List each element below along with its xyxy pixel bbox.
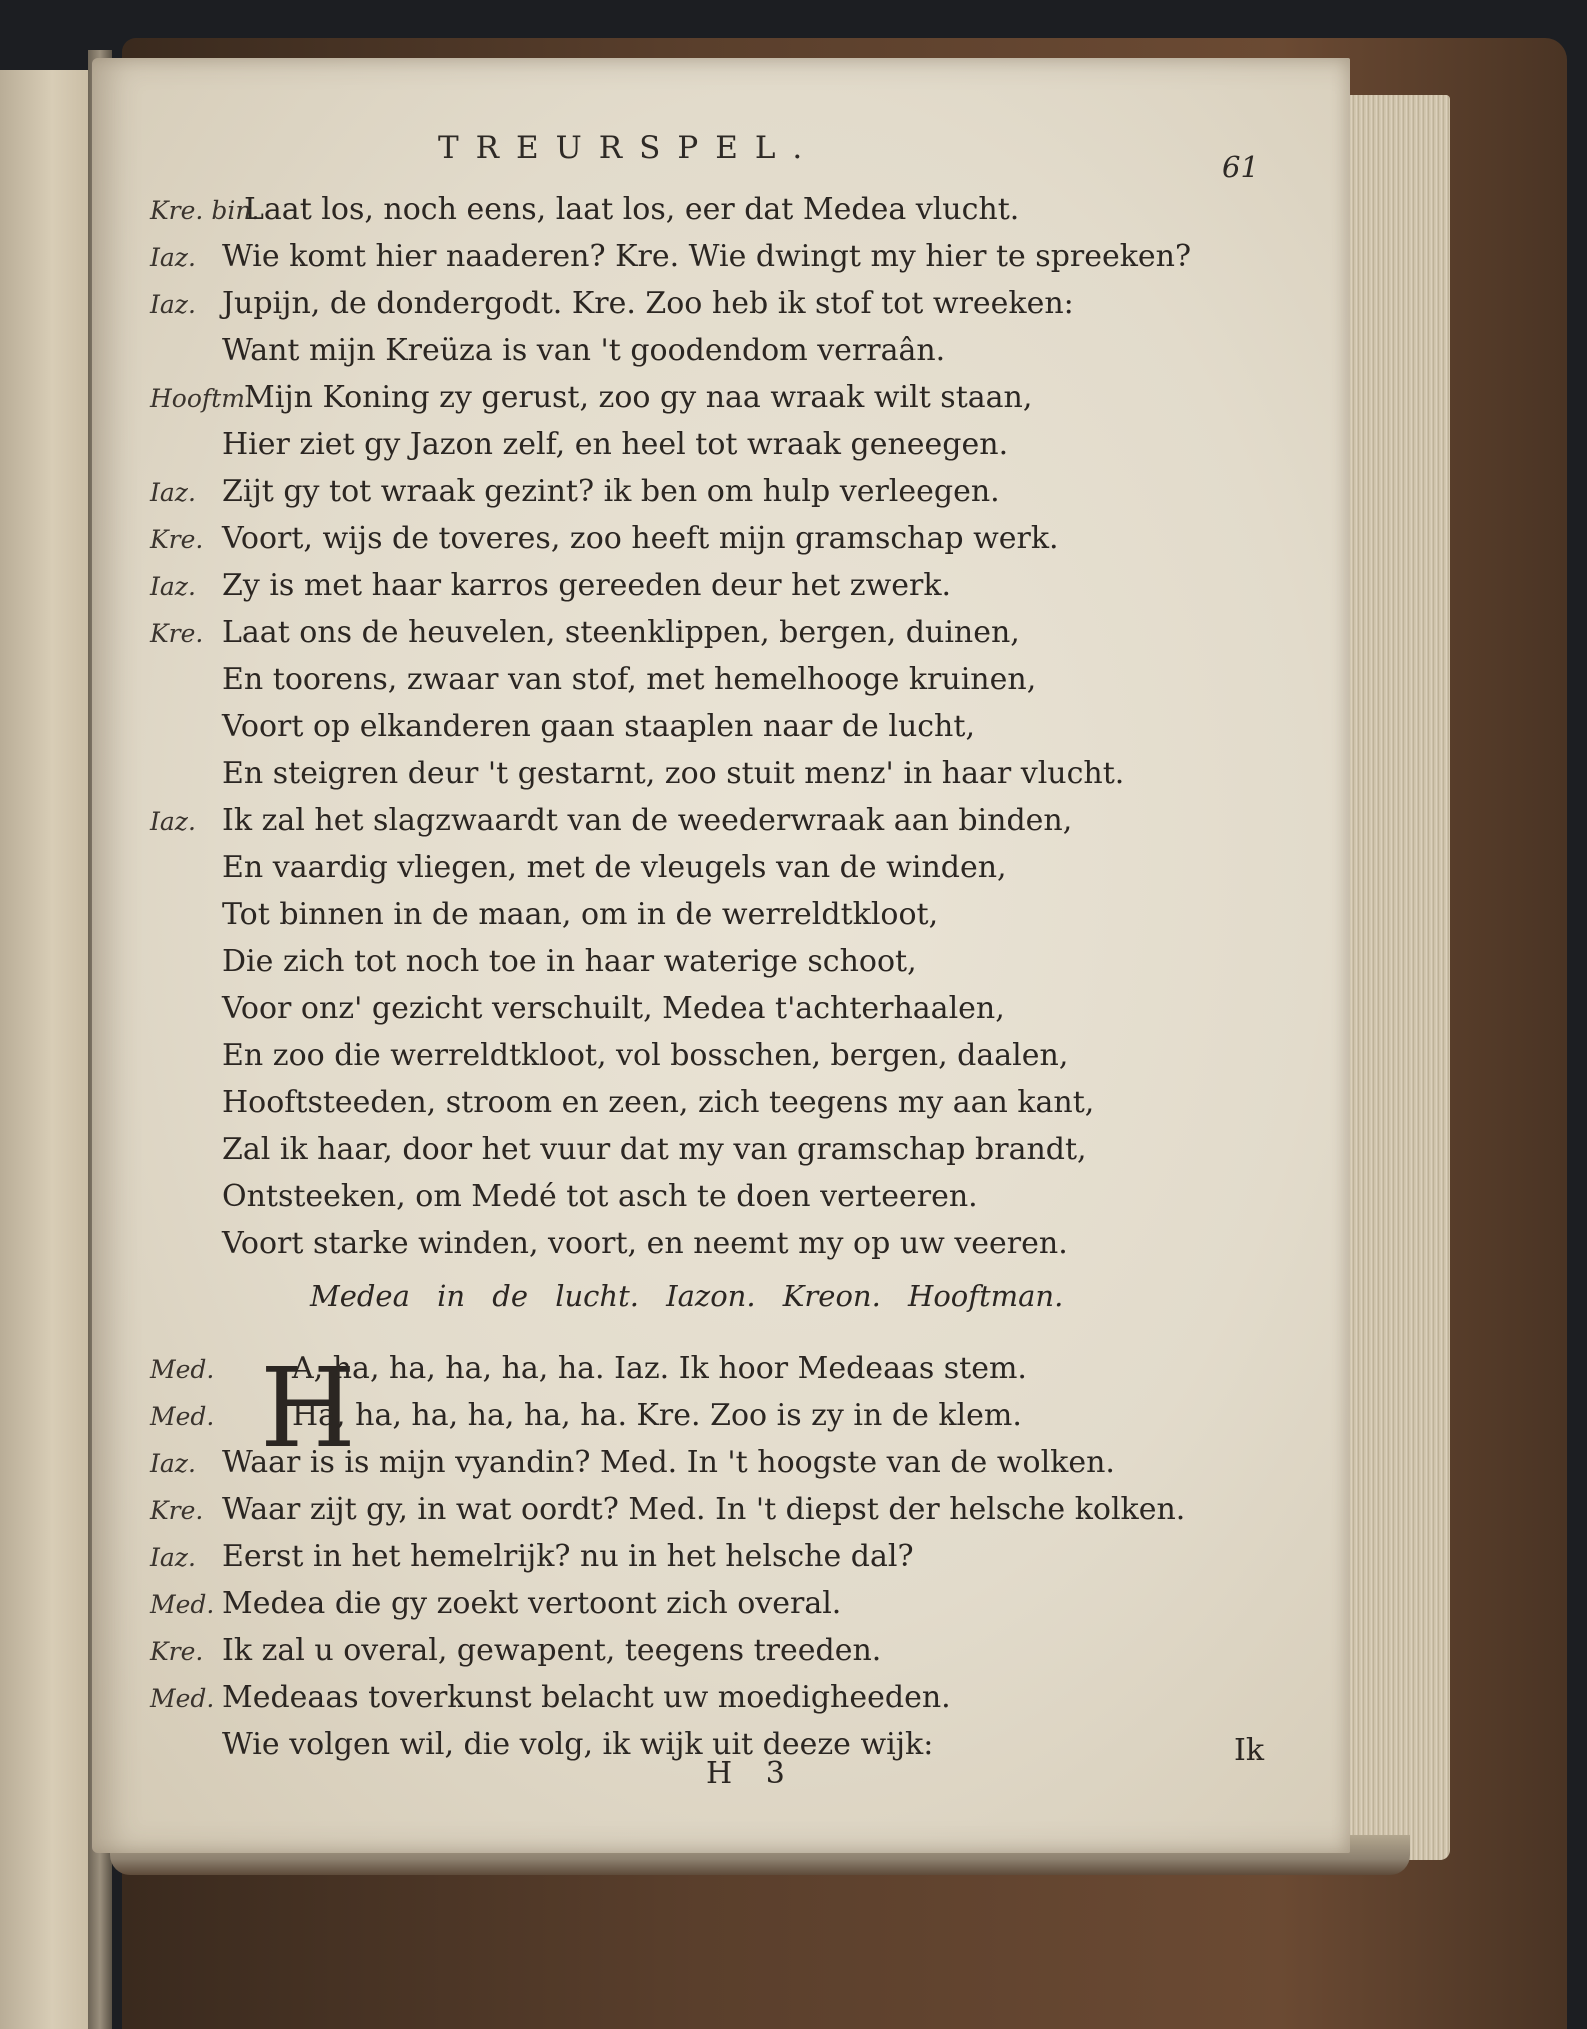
verse-text: A, ha, ha, ha, ha, ha. Iaz. Ik hoor Medeaas stem. <box>292 1351 1027 1386</box>
verse-line <box>150 1173 1310 1220</box>
verse-text: Want mijn Kreüza is van 't goodendom verraân. <box>222 333 946 368</box>
verse-line <box>150 1220 1310 1267</box>
speaker-label: Iaz. <box>150 243 196 272</box>
speaker-label: Med. <box>150 1402 215 1431</box>
verse-line <box>150 1126 1310 1173</box>
speaker-label: Iaz. <box>150 572 196 601</box>
speaker-label: Med. <box>150 1684 215 1713</box>
verse-text: Jupijn, de dondergodt. Kre. Zoo heb ik stof tot wreeken: <box>222 286 1074 321</box>
verse-line <box>150 421 1310 468</box>
verse-line <box>150 186 1310 233</box>
verse-text: Zal ik haar, door het vuur dat my van gramschap brandt, <box>222 1132 1087 1167</box>
catchword: Ik <box>1234 1733 1265 1768</box>
verse-line <box>150 1439 1310 1486</box>
verse-text: Tot binnen in de maan, om in de werreldtkloot, <box>222 897 939 932</box>
running-head: TREURSPEL. <box>438 130 820 166</box>
verse-text: Ha, ha, ha, ha, ha, ha. Kre. Zoo is zy in de klem. <box>292 1398 1022 1433</box>
verse-text: Wie komt hier naaderen? Kre. Wie dwingt my hier te spreeken? <box>222 239 1192 274</box>
verse-text: En vaardig vliegen, met de vleugels van de winden, <box>222 850 1007 885</box>
verse-text: Hier ziet gy Jazon zelf, en heel tot wraak geneegen. <box>222 427 1009 462</box>
verse-text: Mijn Koning zy gerust, zoo gy naa wraak wilt staan, <box>244 380 1033 415</box>
verse-text: Voort, wijs de toveres, zoo heeft mijn gramschap werk. <box>222 521 1059 556</box>
speaker-label: Kre. bin. <box>150 196 260 225</box>
verse-line <box>150 374 1310 421</box>
speaker-label: Iaz. <box>150 290 196 319</box>
verse-line <box>150 233 1310 280</box>
verse-line <box>150 609 1310 656</box>
drop-cap: H <box>260 1344 356 1472</box>
verse-text: Zijt gy tot wraak gezint? ik ben om hulp verleegen. <box>222 474 1000 509</box>
verse-text: Zy is met haar karros gereeden deur het zwerk. <box>222 568 952 603</box>
verse-block-second-scene <box>150 1345 1310 1768</box>
verse-block <box>150 186 1310 1267</box>
verse-line <box>150 1392 1310 1439</box>
verse-line <box>150 515 1310 562</box>
verse-line <box>150 468 1310 515</box>
verse-text: Wie volgen wil, die volg, ik wijk uit deeze wijk: <box>222 1727 934 1762</box>
verse-text: En toorens, zwaar van stof, met hemelhooge kruinen, <box>222 662 1037 697</box>
speaker-label: Iaz. <box>150 1449 196 1478</box>
verse-line <box>150 938 1310 985</box>
verse-line <box>150 891 1310 938</box>
verse-text: Ontsteeken, om Medé tot asch te doen verteeren. <box>222 1179 978 1214</box>
signature-mark: H 3 <box>706 1756 797 1791</box>
verse-line <box>150 562 1310 609</box>
verse-text: Waar is is mijn vyandin? Med. In 't hoogste van de wolken. <box>222 1445 1115 1480</box>
verse-line <box>150 1345 1310 1392</box>
verse-line <box>150 656 1310 703</box>
verse-line <box>150 703 1310 750</box>
verse-line <box>150 750 1310 797</box>
speaker-label: Hooftm. <box>150 384 253 413</box>
verse-text: Hooftsteeden, stroom en zeen, zich teegens my aan kant, <box>222 1085 1095 1120</box>
verse-text: Laat los, noch eens, laat los, eer dat Medea vlucht. <box>244 192 1020 227</box>
page-edges <box>1340 95 1450 1860</box>
verse-line <box>150 1533 1310 1580</box>
verse-line <box>150 1627 1310 1674</box>
verse-text: En steigren deur 't gestarnt, zoo stuit menz' in haar vlucht. <box>222 756 1125 791</box>
speaker-label: Kre. <box>150 525 204 554</box>
verse-line <box>150 1079 1310 1126</box>
speaker-label: Kre. <box>150 1637 204 1666</box>
verse-text: Voor onz' gezicht verschuilt, Medea t'achterhaalen, <box>222 991 1005 1026</box>
verse-line <box>150 280 1310 327</box>
left-page <box>0 70 95 2029</box>
speaker-label: Kre. <box>150 1496 204 1525</box>
speaker-label: Iaz. <box>150 807 196 836</box>
verse-text: Laat ons de heuvelen, steenklippen, bergen, duinen, <box>222 615 1020 650</box>
verse-text: Medeaas toverkunst belacht uw moedigheeden. <box>222 1680 951 1715</box>
speaker-label: Med. <box>150 1590 215 1619</box>
verse-line <box>150 327 1310 374</box>
stage-direction: Medea in de lucht. Iazon. Kreon. Hooftman. <box>310 1279 1064 1313</box>
verse-line <box>150 985 1310 1032</box>
speaker-label: Med. <box>150 1355 215 1384</box>
verse-text: Die zich tot noch toe in haar waterige schoot, <box>222 944 917 979</box>
verse-line <box>150 797 1310 844</box>
verse-text: Voort starke winden, voort, en neemt my op uw veeren. <box>222 1226 1068 1261</box>
verse-line <box>150 1580 1310 1627</box>
verse-line <box>150 844 1310 891</box>
verse-text: En zoo die werreldtkloot, vol bosschen, bergen, daalen, <box>222 1038 1069 1073</box>
verse-line <box>150 1486 1310 1533</box>
verse-text: Eerst in het hemelrijk? nu in het helsche dal? <box>222 1539 914 1574</box>
verse-text: Ik zal u overal, gewapent, teegens treeden. <box>222 1633 882 1668</box>
verse-line <box>150 1032 1310 1079</box>
verse-line <box>150 1674 1310 1721</box>
verse-text: Waar zijt gy, in wat oordt? Med. In 't diepst der helsche kolken. <box>222 1492 1186 1527</box>
speaker-label: Iaz. <box>150 1543 196 1572</box>
page-number: 61 <box>1222 150 1259 184</box>
verse-text: Voort op elkanderen gaan staaplen naar de lucht, <box>222 709 975 744</box>
speaker-label: Kre. <box>150 619 204 648</box>
verse-text: Medea die gy zoekt vertoont zich overal. <box>222 1586 842 1621</box>
verse-text: Ik zal het slagzwaardt van de weederwraak aan binden, <box>222 803 1073 838</box>
speaker-label: Iaz. <box>150 478 196 507</box>
